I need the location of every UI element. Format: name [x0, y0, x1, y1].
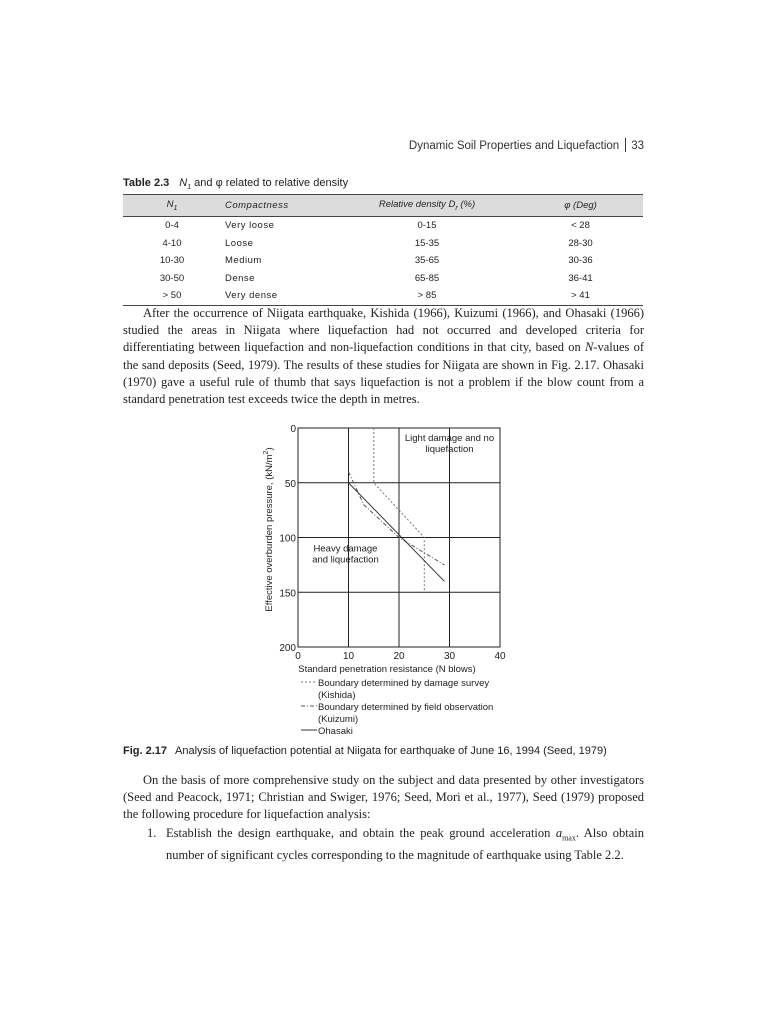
y-axis-label: Effective overburden pressure, $(kN/m^2)$ [263, 447, 275, 612]
table-row [123, 270, 643, 288]
x-tick-label: 30 [443, 651, 456, 662]
cell-density: 65-85 [414, 272, 440, 284]
header-phi: φ (Deg) [518, 195, 643, 217]
table-caption-symbol: N [179, 177, 188, 189]
header-divider [625, 138, 626, 152]
table-row [123, 287, 643, 305]
region-label-heavy-damage: Heavy damage [313, 543, 378, 555]
cell-phi: < 28 [571, 220, 590, 232]
table-row [123, 217, 643, 235]
paragraph-niigata: After the occurrence of Niigata earthquake, Kishida (1966), Kuizumi (1966), and Ohasaki (1966) studied the areas in Niigata where liquefaction had not occurred and developed criteria for differentiating between liquefaction and non-liquefaction conditions in that city, based on N-values of the sand deposits (Seed, 1979). The results of these studies for Niigata are shown in Fig. 2.17. Ohasaki (1970) gave a useful rule of thumb that says liquefaction is not a problem if the blow count from a standard penetration test exceeds twice the depth in metres. [123, 306, 644, 407]
table-caption-text: and φ related to relative density [191, 177, 349, 189]
header-compactness: Compactness [221, 195, 336, 217]
table-caption-subscript: 1 [187, 184, 192, 192]
legend-entry-ref: (Kishida) [318, 690, 356, 701]
procedure-list [147, 825, 644, 864]
cell-compactness: Dense [225, 272, 255, 284]
cell-compactness: Medium [225, 255, 262, 267]
list-number: 1. [147, 826, 157, 840]
header-relative-density: Relative density $D_r$ (%) [336, 195, 518, 217]
y-tick-label: 100 [279, 533, 296, 545]
relative-density-table [123, 194, 643, 306]
figure-caption-text: Analysis of liquefaction potential at Niigata for earthquake of June 16, 1994 (Seed, 1979) [175, 745, 607, 757]
legend-entry: Boundary determined by damage survey [318, 678, 490, 689]
table-header-row [123, 195, 643, 217]
list-item [147, 825, 644, 864]
table-row [123, 252, 643, 270]
table-caption [123, 177, 348, 191]
cell-n1: 30-50 [159, 272, 185, 284]
x-axis-label: Standard penetration resistance (N blows) [298, 664, 476, 675]
running-header [409, 138, 644, 152]
legend-entry-ref: (Kuizumi) [318, 714, 359, 725]
y-tick-label: 50 [284, 478, 296, 490]
cell-n1: 0-4 [165, 220, 179, 232]
x-tick-label: 10 [342, 651, 355, 662]
page-number: 33 [631, 140, 644, 152]
cell-compactness: Very dense [221, 287, 336, 305]
figure-label: Fig. 2.17 [123, 745, 168, 757]
cell-n1: 4-10 [162, 237, 182, 249]
cell-n1: 10-30 [159, 255, 185, 267]
paragraph-procedure: On the basis of more comprehensive study on the subject and data presented by other investigators (Seed and Peacock, 1971; Christian and Swiger, 1976; Seed, Mori et al., 1977), Seed (1979) proposed the following procedure for liquefaction analysis: [123, 773, 644, 822]
cell-density: 15-35 [414, 237, 440, 249]
region-label-light-damage: Light damage and no [404, 433, 495, 445]
list-text: Establish the design earthquake, and obtain the peak ground acceleration $a_{max}$. Also obtain number of significant cycles corresponding to the magnitude of earthquake using Table 2.2. [166, 826, 644, 862]
region-label-heavy-damage: and liquefaction [312, 554, 379, 566]
series-line-solid [349, 483, 445, 582]
x-tick-label: 40 [494, 651, 506, 662]
region-label-light-damage: liquefaction [425, 444, 474, 456]
cell-compactness: Very loose [225, 220, 275, 232]
header-n1: $N_1$ [123, 195, 221, 217]
x-tick-label: 0 [295, 651, 301, 662]
legend-entry: Boundary determined by field observation [318, 702, 494, 713]
x-tick-label: 20 [393, 651, 405, 662]
legend-entry: Ohasaki [318, 726, 353, 737]
y-tick-label: 0 [290, 424, 296, 435]
cell-phi: 30-36 [568, 255, 593, 267]
cell-density: 35-65 [414, 255, 440, 267]
cell-phi: 28-30 [568, 237, 593, 249]
cell-phi: > 41 [518, 287, 643, 305]
y-tick-label: 200 [279, 643, 296, 654]
table-row [123, 235, 643, 253]
cell-phi: 36-41 [568, 272, 593, 284]
cell-density: 0-15 [417, 220, 437, 232]
table-label: Table 2.3 [123, 177, 170, 189]
figure-caption [123, 745, 607, 757]
cell-n1: > 50 [123, 287, 221, 305]
cell-compactness: Loose [225, 237, 254, 249]
liquefaction-chart [258, 420, 520, 742]
cell-density: > 85 [336, 287, 518, 305]
y-tick-label: 150 [279, 588, 296, 600]
running-header-title: Dynamic Soil Properties and Liquefaction [408, 140, 620, 152]
